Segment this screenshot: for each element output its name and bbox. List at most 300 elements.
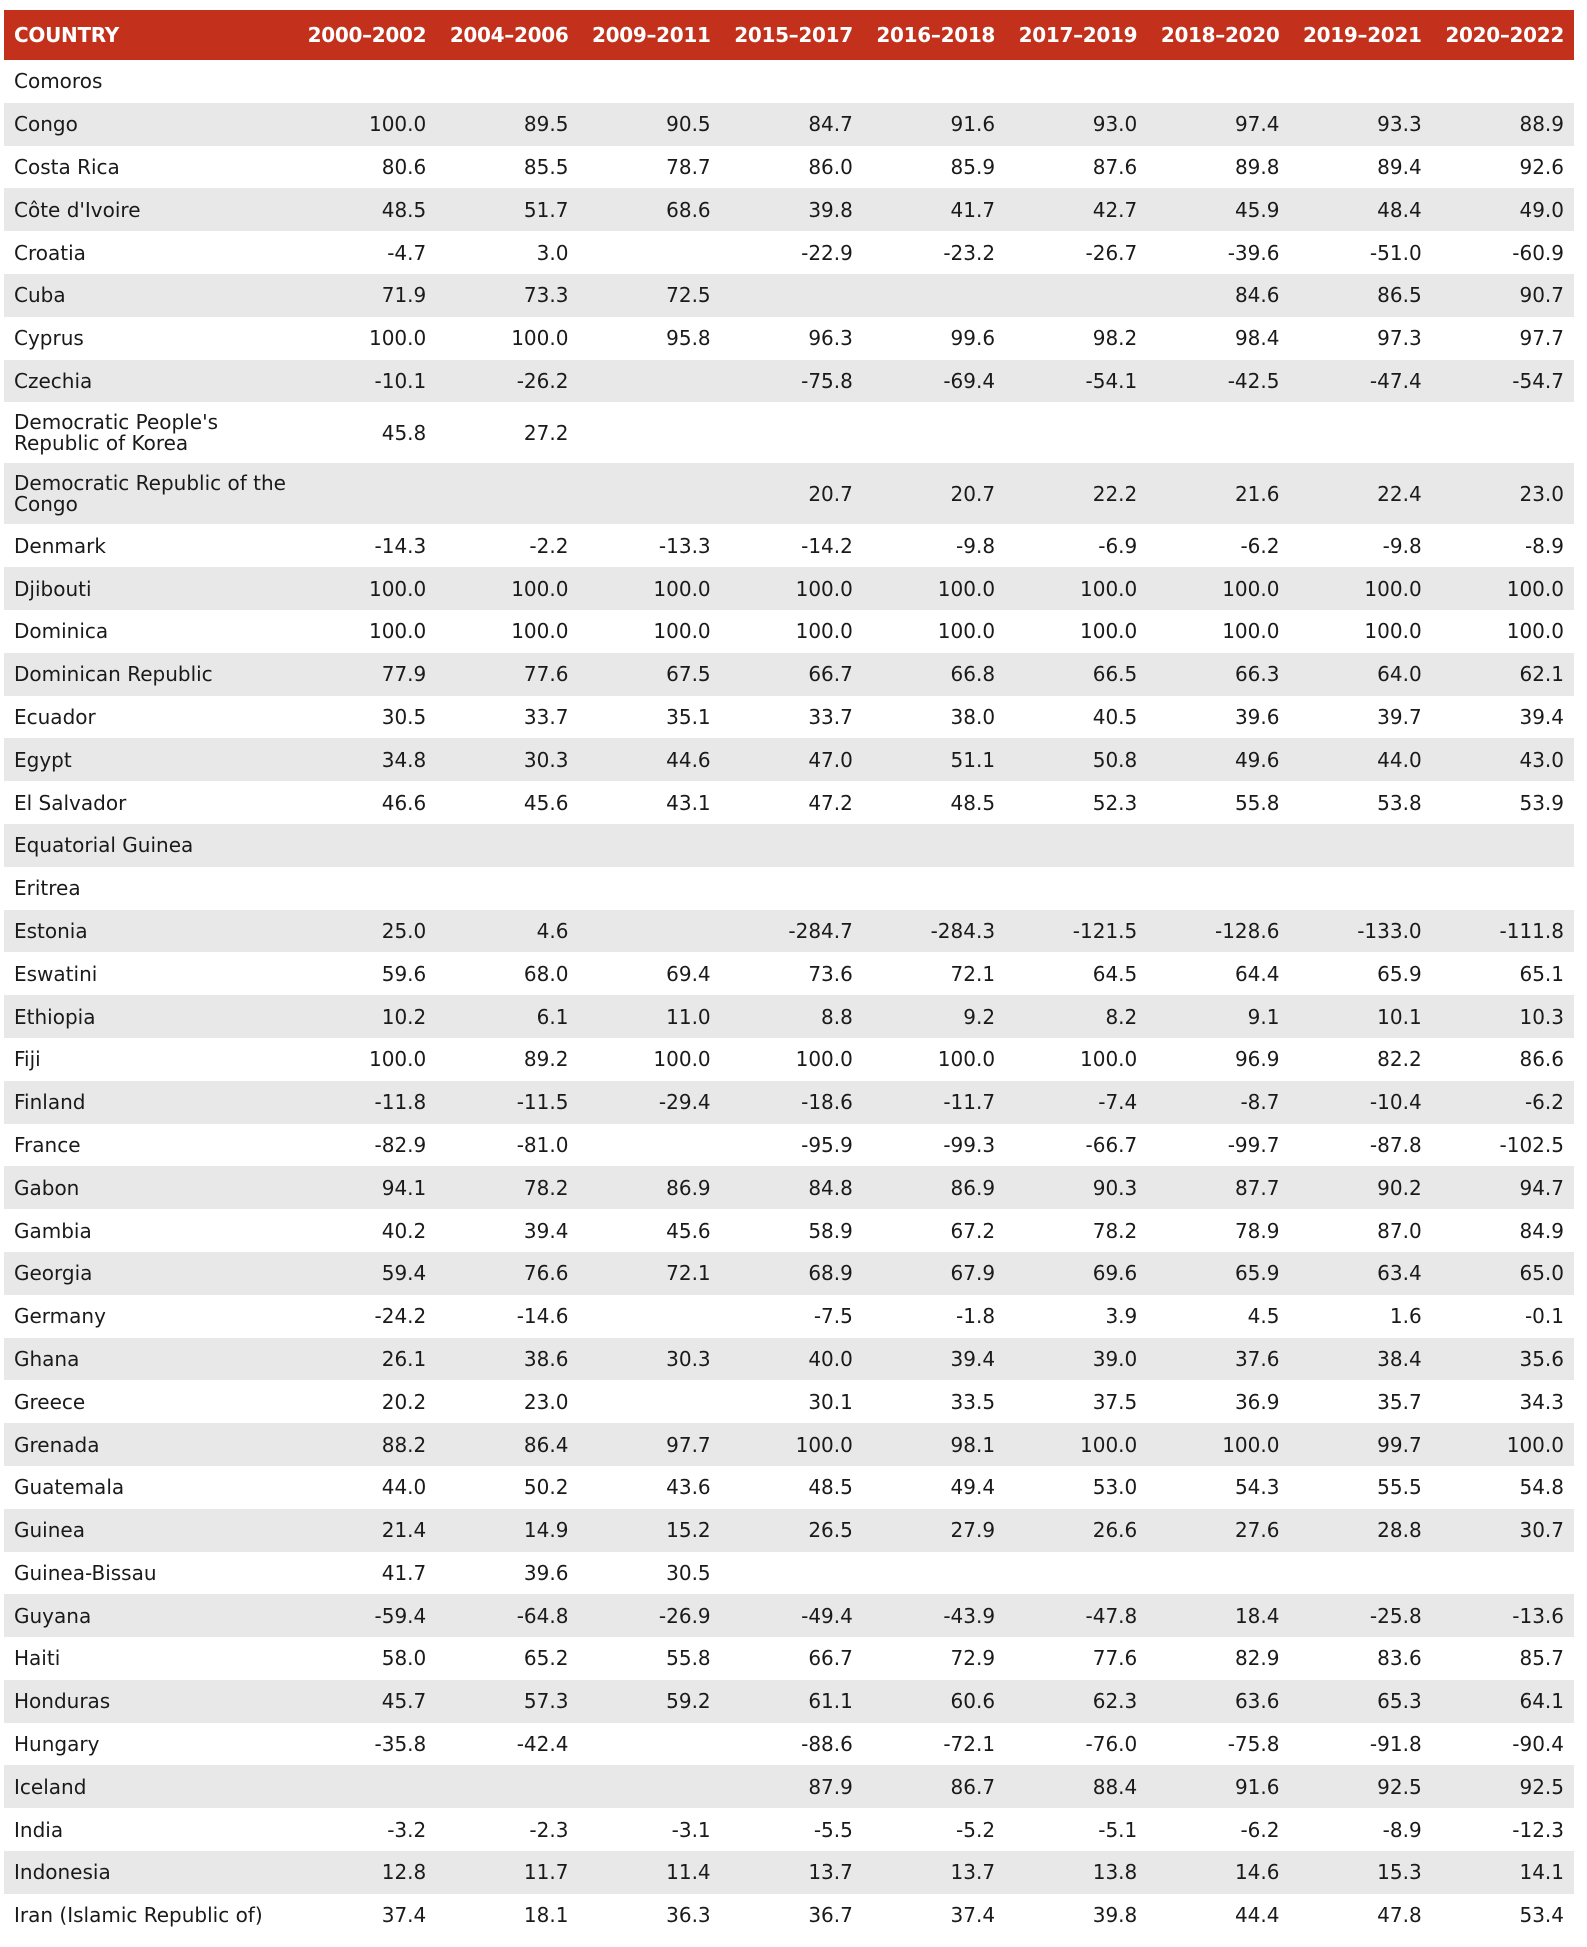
value-cell: 73.3 bbox=[436, 274, 578, 317]
value-cell: 27.9 bbox=[863, 1509, 1005, 1552]
value-cell: -39.6 bbox=[1147, 231, 1289, 274]
value-cell: 100.0 bbox=[1005, 1423, 1147, 1466]
value-cell: 100.0 bbox=[1147, 567, 1289, 610]
value-cell: -35.8 bbox=[294, 1723, 436, 1766]
country-name: Guyana bbox=[4, 1594, 294, 1637]
table-row bbox=[4, 231, 1574, 274]
value-cell: 30.5 bbox=[294, 696, 436, 739]
value-cell: 38.0 bbox=[863, 696, 1005, 739]
table-row bbox=[4, 1295, 1574, 1338]
value-cell: 42.7 bbox=[1005, 188, 1147, 231]
header-period: 2015–2017 bbox=[721, 10, 863, 60]
value-cell bbox=[1147, 867, 1289, 910]
header-period: 2019–2021 bbox=[1289, 10, 1431, 60]
value-cell: -51.0 bbox=[1289, 231, 1431, 274]
value-cell: 97.7 bbox=[1432, 317, 1574, 360]
value-cell: 100.0 bbox=[721, 610, 863, 653]
header-period: 2016–2018 bbox=[863, 10, 1005, 60]
value-cell bbox=[721, 1552, 863, 1595]
value-cell: 48.5 bbox=[294, 188, 436, 231]
value-cell: 100.0 bbox=[436, 317, 578, 360]
country-name: Guinea bbox=[4, 1509, 294, 1552]
value-cell: 14.1 bbox=[1432, 1851, 1574, 1894]
value-cell: 39.7 bbox=[1289, 696, 1431, 739]
value-cell: 10.2 bbox=[294, 995, 436, 1038]
value-cell: 73.6 bbox=[721, 952, 863, 995]
value-cell: 10.1 bbox=[1289, 995, 1431, 1038]
value-cell: 48.5 bbox=[863, 781, 1005, 824]
table-row bbox=[4, 188, 1574, 231]
country-name: Iran (Islamic Republic of) bbox=[4, 1894, 294, 1937]
table-row bbox=[4, 995, 1574, 1038]
value-cell: 100.0 bbox=[1432, 610, 1574, 653]
table-row bbox=[4, 1765, 1574, 1808]
table-row bbox=[4, 1509, 1574, 1552]
country-name: Guinea-Bissau bbox=[4, 1552, 294, 1595]
value-cell: 100.0 bbox=[578, 610, 720, 653]
value-cell bbox=[1005, 867, 1147, 910]
value-cell: 100.0 bbox=[1005, 1038, 1147, 1081]
value-cell: 53.9 bbox=[1432, 781, 1574, 824]
value-cell: 4.6 bbox=[436, 910, 578, 953]
table-row bbox=[4, 1851, 1574, 1894]
value-cell bbox=[578, 231, 720, 274]
table-row bbox=[4, 1038, 1574, 1081]
country-name: Gambia bbox=[4, 1209, 294, 1252]
value-cell: 9.1 bbox=[1147, 995, 1289, 1038]
country-name: Costa Rica bbox=[4, 146, 294, 189]
value-cell: 62.1 bbox=[1432, 653, 1574, 696]
value-cell bbox=[863, 60, 1005, 103]
value-cell: -121.5 bbox=[1005, 910, 1147, 953]
value-cell: 100.0 bbox=[578, 567, 720, 610]
table-row bbox=[4, 317, 1574, 360]
value-cell bbox=[1289, 402, 1431, 463]
value-cell: 55.5 bbox=[1289, 1466, 1431, 1509]
value-cell: -10.1 bbox=[294, 360, 436, 403]
value-cell bbox=[436, 463, 578, 524]
value-cell: -64.8 bbox=[436, 1594, 578, 1637]
value-cell: 94.7 bbox=[1432, 1166, 1574, 1209]
value-cell: 30.1 bbox=[721, 1380, 863, 1423]
table-row bbox=[4, 1209, 1574, 1252]
value-cell: -0.1 bbox=[1432, 1295, 1574, 1338]
value-cell: 60.6 bbox=[863, 1680, 1005, 1723]
value-cell: 68.0 bbox=[436, 952, 578, 995]
value-cell: 39.8 bbox=[721, 188, 863, 231]
value-cell: -11.5 bbox=[436, 1081, 578, 1124]
value-cell: -24.2 bbox=[294, 1295, 436, 1338]
value-cell: -26.2 bbox=[436, 360, 578, 403]
value-cell: 68.9 bbox=[721, 1252, 863, 1295]
value-cell: 64.0 bbox=[1289, 653, 1431, 696]
value-cell: 87.9 bbox=[721, 1765, 863, 1808]
value-cell: 22.2 bbox=[1005, 463, 1147, 524]
value-cell bbox=[1432, 867, 1574, 910]
value-cell: -47.8 bbox=[1005, 1594, 1147, 1637]
value-cell: 28.8 bbox=[1289, 1509, 1431, 1552]
table-row bbox=[4, 696, 1574, 739]
value-cell: -9.8 bbox=[863, 524, 1005, 567]
value-cell: 98.4 bbox=[1147, 317, 1289, 360]
value-cell bbox=[721, 60, 863, 103]
value-cell: -13.3 bbox=[578, 524, 720, 567]
value-cell bbox=[1432, 824, 1574, 867]
value-cell: 98.2 bbox=[1005, 317, 1147, 360]
value-cell: 23.0 bbox=[436, 1380, 578, 1423]
value-cell: -14.3 bbox=[294, 524, 436, 567]
table-row bbox=[4, 1723, 1574, 1766]
value-cell: 99.7 bbox=[1289, 1423, 1431, 1466]
table-row bbox=[4, 1637, 1574, 1680]
header-period: 2009–2011 bbox=[578, 10, 720, 60]
header-row bbox=[4, 10, 1574, 60]
country-name: Egypt bbox=[4, 738, 294, 781]
value-cell: 64.1 bbox=[1432, 1680, 1574, 1723]
value-cell: 65.9 bbox=[1147, 1252, 1289, 1295]
value-cell: -6.2 bbox=[1147, 1808, 1289, 1851]
value-cell: 40.0 bbox=[721, 1338, 863, 1381]
value-cell: 72.5 bbox=[578, 274, 720, 317]
value-cell: 63.6 bbox=[1147, 1680, 1289, 1723]
value-cell: 26.6 bbox=[1005, 1509, 1147, 1552]
value-cell: -42.4 bbox=[436, 1723, 578, 1766]
value-cell: 88.4 bbox=[1005, 1765, 1147, 1808]
value-cell: 86.9 bbox=[578, 1166, 720, 1209]
value-cell: 61.1 bbox=[721, 1680, 863, 1723]
value-cell: 92.6 bbox=[1432, 146, 1574, 189]
value-cell: 4.5 bbox=[1147, 1295, 1289, 1338]
value-cell: 53.0 bbox=[1005, 1466, 1147, 1509]
value-cell: 89.4 bbox=[1289, 146, 1431, 189]
value-cell: 51.1 bbox=[863, 738, 1005, 781]
value-cell: 100.0 bbox=[1289, 567, 1431, 610]
value-cell: 100.0 bbox=[436, 567, 578, 610]
value-cell bbox=[863, 1552, 1005, 1595]
value-cell: 25.0 bbox=[294, 910, 436, 953]
table-row bbox=[4, 360, 1574, 403]
value-cell: 39.4 bbox=[1432, 696, 1574, 739]
table-row bbox=[4, 1081, 1574, 1124]
value-cell bbox=[578, 1723, 720, 1766]
value-cell: 37.6 bbox=[1147, 1338, 1289, 1381]
value-cell: 1.6 bbox=[1289, 1295, 1431, 1338]
value-cell bbox=[294, 824, 436, 867]
value-cell: 59.2 bbox=[578, 1680, 720, 1723]
table-row bbox=[4, 952, 1574, 995]
country-name: Germany bbox=[4, 1295, 294, 1338]
value-cell: -284.3 bbox=[863, 910, 1005, 953]
value-cell: 38.6 bbox=[436, 1338, 578, 1381]
value-cell: 39.8 bbox=[1005, 1894, 1147, 1937]
value-cell: 35.1 bbox=[578, 696, 720, 739]
value-cell: 64.5 bbox=[1005, 952, 1147, 995]
value-cell bbox=[863, 867, 1005, 910]
value-cell: 20.7 bbox=[863, 463, 1005, 524]
value-cell: -18.6 bbox=[721, 1081, 863, 1124]
value-cell: 67.5 bbox=[578, 653, 720, 696]
value-cell: 84.7 bbox=[721, 103, 863, 146]
value-cell: -10.4 bbox=[1289, 1081, 1431, 1124]
value-cell: 45.9 bbox=[1147, 188, 1289, 231]
value-cell: 100.0 bbox=[863, 1038, 1005, 1081]
value-cell: -25.8 bbox=[1289, 1594, 1431, 1637]
value-cell: 45.8 bbox=[294, 402, 436, 463]
value-cell bbox=[578, 60, 720, 103]
value-cell: 44.0 bbox=[294, 1466, 436, 1509]
value-cell: -4.7 bbox=[294, 231, 436, 274]
value-cell: -82.9 bbox=[294, 1124, 436, 1167]
value-cell: 46.6 bbox=[294, 781, 436, 824]
value-cell: -22.9 bbox=[721, 231, 863, 274]
value-cell: 84.9 bbox=[1432, 1209, 1574, 1252]
value-cell: 23.0 bbox=[1432, 463, 1574, 524]
value-cell: -60.9 bbox=[1432, 231, 1574, 274]
country-name: Gabon bbox=[4, 1166, 294, 1209]
table-row bbox=[4, 1423, 1574, 1466]
country-name: Dominican Republic bbox=[4, 653, 294, 696]
value-cell: 11.4 bbox=[578, 1851, 720, 1894]
value-cell: 100.0 bbox=[294, 1038, 436, 1081]
value-cell: 49.6 bbox=[1147, 738, 1289, 781]
value-cell: 27.6 bbox=[1147, 1509, 1289, 1552]
value-cell: 100.0 bbox=[721, 1038, 863, 1081]
table-row bbox=[4, 738, 1574, 781]
value-cell: 48.4 bbox=[1289, 188, 1431, 231]
value-cell: 37.4 bbox=[863, 1894, 1005, 1937]
value-cell: 43.1 bbox=[578, 781, 720, 824]
value-cell: 41.7 bbox=[863, 188, 1005, 231]
country-name: Finland bbox=[4, 1081, 294, 1124]
value-cell: 34.8 bbox=[294, 738, 436, 781]
country-name: Grenada bbox=[4, 1423, 294, 1466]
table-row bbox=[4, 610, 1574, 653]
value-cell: 88.9 bbox=[1432, 103, 1574, 146]
value-cell: 95.8 bbox=[578, 317, 720, 360]
table-row bbox=[4, 146, 1574, 189]
value-cell: 85.5 bbox=[436, 146, 578, 189]
header-country: COUNTRY bbox=[4, 10, 294, 60]
value-cell: 14.9 bbox=[436, 1509, 578, 1552]
country-name: Honduras bbox=[4, 1680, 294, 1723]
value-cell: -2.3 bbox=[436, 1808, 578, 1851]
value-cell: 39.6 bbox=[1147, 696, 1289, 739]
value-cell bbox=[721, 402, 863, 463]
table-row bbox=[4, 567, 1574, 610]
value-cell: 100.0 bbox=[294, 567, 436, 610]
value-cell: 72.1 bbox=[863, 952, 1005, 995]
value-cell: -75.8 bbox=[1147, 1723, 1289, 1766]
value-cell: 18.1 bbox=[436, 1894, 578, 1937]
value-cell: -14.6 bbox=[436, 1295, 578, 1338]
value-cell: 14.6 bbox=[1147, 1851, 1289, 1894]
table-row bbox=[4, 274, 1574, 317]
value-cell: -3.2 bbox=[294, 1808, 436, 1851]
value-cell: 55.8 bbox=[578, 1637, 720, 1680]
value-cell: 39.0 bbox=[1005, 1338, 1147, 1381]
value-cell: -3.1 bbox=[578, 1808, 720, 1851]
value-cell: 40.5 bbox=[1005, 696, 1147, 739]
value-cell bbox=[294, 867, 436, 910]
value-cell: 67.2 bbox=[863, 1209, 1005, 1252]
value-cell: -5.2 bbox=[863, 1808, 1005, 1851]
value-cell: 66.5 bbox=[1005, 653, 1147, 696]
value-cell: -8.9 bbox=[1289, 1808, 1431, 1851]
value-cell: 100.0 bbox=[1432, 567, 1574, 610]
value-cell: -6.2 bbox=[1432, 1081, 1574, 1124]
value-cell: 44.6 bbox=[578, 738, 720, 781]
value-cell: 57.3 bbox=[436, 1680, 578, 1723]
value-cell: 86.7 bbox=[863, 1765, 1005, 1808]
value-cell bbox=[578, 910, 720, 953]
value-cell: 65.2 bbox=[436, 1637, 578, 1680]
value-cell: 53.8 bbox=[1289, 781, 1431, 824]
value-cell: 58.9 bbox=[721, 1209, 863, 1252]
country-name: Hungary bbox=[4, 1723, 294, 1766]
value-cell: 44.0 bbox=[1289, 738, 1431, 781]
value-cell bbox=[578, 1765, 720, 1808]
value-cell: 86.9 bbox=[863, 1166, 1005, 1209]
country-name: Cuba bbox=[4, 274, 294, 317]
value-cell: -54.7 bbox=[1432, 360, 1574, 403]
value-cell: 100.0 bbox=[721, 1423, 863, 1466]
value-cell bbox=[1289, 60, 1431, 103]
value-cell bbox=[863, 402, 1005, 463]
table-row bbox=[4, 1808, 1574, 1851]
value-cell: 100.0 bbox=[578, 1038, 720, 1081]
value-cell bbox=[1147, 824, 1289, 867]
value-cell bbox=[1147, 60, 1289, 103]
country-name: Dominica bbox=[4, 610, 294, 653]
value-cell: 72.1 bbox=[578, 1252, 720, 1295]
value-cell bbox=[863, 824, 1005, 867]
value-cell: 13.7 bbox=[721, 1851, 863, 1894]
value-cell: 33.5 bbox=[863, 1380, 1005, 1423]
table-row bbox=[4, 824, 1574, 867]
value-cell: 47.2 bbox=[721, 781, 863, 824]
value-cell bbox=[721, 867, 863, 910]
value-cell: -8.9 bbox=[1432, 524, 1574, 567]
country-data-table bbox=[4, 10, 1574, 1937]
value-cell: -1.8 bbox=[863, 1295, 1005, 1338]
value-cell: 82.2 bbox=[1289, 1038, 1431, 1081]
value-cell: 91.6 bbox=[1147, 1765, 1289, 1808]
value-cell: 65.9 bbox=[1289, 952, 1431, 995]
value-cell: 92.5 bbox=[1289, 1765, 1431, 1808]
value-cell: 50.2 bbox=[436, 1466, 578, 1509]
value-cell: -13.6 bbox=[1432, 1594, 1574, 1637]
value-cell: -2.2 bbox=[436, 524, 578, 567]
value-cell: -69.4 bbox=[863, 360, 1005, 403]
value-cell bbox=[1005, 60, 1147, 103]
country-name: Cyprus bbox=[4, 317, 294, 360]
value-cell: -284.7 bbox=[721, 910, 863, 953]
value-cell: 8.2 bbox=[1005, 995, 1147, 1038]
value-cell bbox=[1289, 867, 1431, 910]
value-cell: 12.8 bbox=[294, 1851, 436, 1894]
table-row bbox=[4, 1466, 1574, 1509]
value-cell: 84.6 bbox=[1147, 274, 1289, 317]
value-cell: 93.3 bbox=[1289, 103, 1431, 146]
value-cell: 91.6 bbox=[863, 103, 1005, 146]
value-cell: 65.1 bbox=[1432, 952, 1574, 995]
value-cell bbox=[1147, 402, 1289, 463]
value-cell: 97.7 bbox=[578, 1423, 720, 1466]
value-cell: 62.3 bbox=[1005, 1680, 1147, 1723]
value-cell: 93.0 bbox=[1005, 103, 1147, 146]
value-cell: 67.9 bbox=[863, 1252, 1005, 1295]
value-cell: 66.8 bbox=[863, 653, 1005, 696]
value-cell: 20.7 bbox=[721, 463, 863, 524]
table-row bbox=[4, 1380, 1574, 1423]
value-cell: 35.6 bbox=[1432, 1338, 1574, 1381]
value-cell bbox=[436, 824, 578, 867]
value-cell: 13.8 bbox=[1005, 1851, 1147, 1894]
value-cell: 39.4 bbox=[436, 1209, 578, 1252]
value-cell: 86.6 bbox=[1432, 1038, 1574, 1081]
value-cell bbox=[294, 60, 436, 103]
value-cell: -99.7 bbox=[1147, 1124, 1289, 1167]
table-row bbox=[4, 1166, 1574, 1209]
value-cell: 100.0 bbox=[1005, 610, 1147, 653]
value-cell: -87.8 bbox=[1289, 1124, 1431, 1167]
value-cell bbox=[578, 463, 720, 524]
value-cell: 86.0 bbox=[721, 146, 863, 189]
value-cell: -7.4 bbox=[1005, 1081, 1147, 1124]
value-cell: 100.0 bbox=[436, 610, 578, 653]
table-row bbox=[4, 910, 1574, 953]
value-cell: 20.2 bbox=[294, 1380, 436, 1423]
country-name: Eswatini bbox=[4, 952, 294, 995]
value-cell bbox=[1147, 1552, 1289, 1595]
value-cell: 99.6 bbox=[863, 317, 1005, 360]
value-cell bbox=[1005, 402, 1147, 463]
value-cell bbox=[294, 1765, 436, 1808]
value-cell: 21.4 bbox=[294, 1509, 436, 1552]
value-cell: -75.8 bbox=[721, 360, 863, 403]
table-header bbox=[4, 10, 1574, 60]
value-cell: 49.0 bbox=[1432, 188, 1574, 231]
country-name: France bbox=[4, 1124, 294, 1167]
table-row bbox=[4, 1894, 1574, 1937]
value-cell: 47.0 bbox=[721, 738, 863, 781]
country-name: El Salvador bbox=[4, 781, 294, 824]
value-cell: 26.1 bbox=[294, 1338, 436, 1381]
value-cell: 36.3 bbox=[578, 1894, 720, 1937]
data-table-container bbox=[4, 10, 1574, 1937]
country-name: Congo bbox=[4, 103, 294, 146]
value-cell: -66.7 bbox=[1005, 1124, 1147, 1167]
value-cell: -128.6 bbox=[1147, 910, 1289, 953]
country-name: Haiti bbox=[4, 1637, 294, 1680]
value-cell: 78.9 bbox=[1147, 1209, 1289, 1252]
country-name: Croatia bbox=[4, 231, 294, 274]
value-cell: 47.8 bbox=[1289, 1894, 1431, 1937]
value-cell: 3.9 bbox=[1005, 1295, 1147, 1338]
table-body bbox=[4, 60, 1574, 1937]
value-cell: 100.0 bbox=[863, 567, 1005, 610]
value-cell bbox=[1005, 824, 1147, 867]
value-cell bbox=[578, 867, 720, 910]
value-cell: -6.2 bbox=[1147, 524, 1289, 567]
value-cell bbox=[863, 274, 1005, 317]
value-cell: 11.0 bbox=[578, 995, 720, 1038]
country-name: Ethiopia bbox=[4, 995, 294, 1038]
value-cell: 88.2 bbox=[294, 1423, 436, 1466]
value-cell: 100.0 bbox=[1147, 610, 1289, 653]
value-cell: -26.9 bbox=[578, 1594, 720, 1637]
table-row bbox=[4, 524, 1574, 567]
